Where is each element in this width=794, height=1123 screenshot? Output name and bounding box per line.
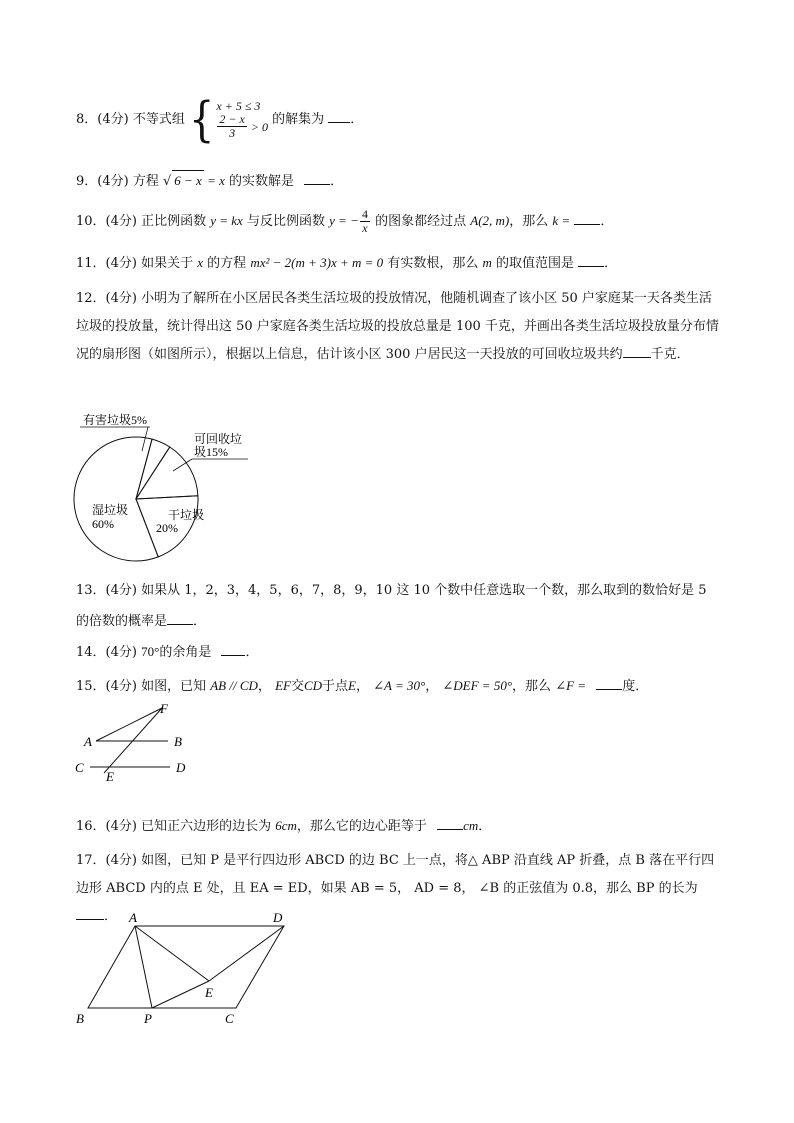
segment-pe <box>152 981 209 1008</box>
pie-label-wet-1: 湿垃圾 <box>92 503 129 517</box>
k-expr: k = <box>552 213 571 228</box>
radicand: 6 − x <box>172 170 204 191</box>
q8-suffix: 的解集为 <box>272 112 325 127</box>
q16-mid: ，那么它的边心距等于 <box>296 819 427 834</box>
pie-label-dry-2: 20% <box>156 521 178 535</box>
line-ef: EF <box>275 678 291 693</box>
q12-suffix: 千克． <box>650 347 690 362</box>
q10-mid: 与反比例函数 <box>246 214 325 229</box>
q15-sep: ， <box>257 679 271 694</box>
q15-sep3: ， <box>425 679 439 694</box>
point-e: E <box>348 678 356 693</box>
q15-word-at: 于点 <box>322 679 349 694</box>
inequality-2-rest: > 0 <box>250 119 268 134</box>
answer-blank <box>437 815 463 830</box>
segment-ap <box>135 926 152 1008</box>
inequality-system <box>188 91 268 148</box>
side-length: 6cm <box>275 818 297 833</box>
q9-suffix: 的实数解是 <box>229 174 295 189</box>
figure-15-parallel-lines <box>70 700 200 782</box>
inequality-2-fraction: $\frac{2 - x}{3}$ <box>219 112 245 140</box>
angle-a: ∠A = 30° <box>373 678 426 693</box>
label-b: B <box>76 1011 84 1026</box>
q15-then: ，那么 <box>512 679 552 694</box>
pie-slice <box>136 439 170 499</box>
linear-function: y = kx <box>210 213 243 228</box>
q13-line1: 13．(4分) 如果从 1，2，3，4，5，6，7，8，9，10 这 10 个数中任意选取一个数，那么取到的数恰好是 5 <box>76 583 707 598</box>
q8-prefix: 8．(4分) 不等式组 <box>76 112 185 127</box>
pie-label-wet-2: 60% <box>92 517 114 531</box>
inverse-function: y = − <box>329 213 359 228</box>
label-p: P <box>144 1011 152 1026</box>
unit-cm: cm <box>463 818 479 833</box>
question-12 <box>76 285 721 369</box>
line-af <box>96 708 162 741</box>
answer-blank <box>221 641 245 656</box>
answer-blank <box>574 210 600 225</box>
q9-prefix: 9．(4分) 方程 <box>76 174 159 189</box>
label-f: F <box>160 701 168 716</box>
answer-blank <box>596 675 622 690</box>
leader-line-recycle-2 <box>173 459 192 471</box>
point-a: A(2, m) <box>470 213 510 228</box>
q11-mid: 的方程 <box>207 256 247 271</box>
q10-mid2: 的图象都经过点 <box>375 214 467 229</box>
q14-suffix: 的余角是 <box>159 645 212 660</box>
answer-blank <box>623 343 651 358</box>
q9-equation: = x <box>203 173 225 188</box>
segment-ae <box>135 926 209 981</box>
answer-blank <box>578 252 604 267</box>
angle-70: 70° <box>141 644 160 659</box>
pie-slice <box>136 447 198 499</box>
q10-mid3: ，那么 <box>509 214 549 229</box>
inequality-1: x + 5 ≤ 3 <box>216 99 261 113</box>
var-x: x <box>197 255 204 270</box>
figure-17-parallelogram <box>70 905 295 1030</box>
label-a: A <box>84 734 92 749</box>
q16-suffix: ． <box>478 819 492 834</box>
question-14: 14．(4分) 70°的余角是 ． <box>76 641 258 663</box>
q11-suffix: 的取值范围是 <box>496 256 575 271</box>
question-13 <box>76 581 707 601</box>
pie-label-dry-1: 干垃圾 <box>168 508 205 522</box>
left-brace-icon: { <box>188 91 215 148</box>
question-11: 11．(4分) 如果关于 x 的方程 mx² − 2(m + 3)x + m = 0 有实数根，那么 m 的取值范围是 ． <box>76 252 617 274</box>
q13-line2: 的倍数的概率是 <box>76 614 168 629</box>
answer-blank <box>167 610 193 625</box>
q10-prefix: 10．(4分) 正比例函数 <box>76 214 207 229</box>
question-13-cont: 的倍数的概率是 ． <box>76 610 206 632</box>
angle-f: ∠F = <box>555 678 587 693</box>
parallelogram-abcd <box>88 926 284 1008</box>
waste-pie-chart <box>70 408 270 568</box>
question-10: 10．(4分) 正比例函数 y = kx 与反比例函数 y = − $\frac{4}{x}$ 的图象都经过点 A(2, m)，那么 k = ． <box>76 207 614 235</box>
q15-sep2: ， <box>356 679 370 694</box>
inverse-fraction: $\frac{4}{x}$ <box>361 207 368 235</box>
q12-text: 12．(4分) 小明为了解所在小区居民各类生活垃圾的投放情况，他随机调查了该小区 50 户家庭某一天各类生活垃圾的投放量，统计得出这 50 户家庭各类生活垃圾的投放总量是 100 千克，并画出各类生活垃圾投放量分布情况的扇形图（如图所示），根据以上信息，估计该小区 300 户居民这一天投放的可回收垃圾共约 <box>76 291 719 362</box>
label-d: D <box>176 760 186 775</box>
label-c: C <box>225 1011 234 1026</box>
q14-prefix: 14．(4分) <box>76 645 137 660</box>
q15-prefix: 15．(4分) 如图，已知 <box>76 679 207 694</box>
q11-mid2: 有实数根，那么 <box>387 256 479 271</box>
var-m: m <box>482 255 492 270</box>
label-d: D <box>273 910 283 925</box>
label-e: E <box>106 769 114 782</box>
q17-text: 17．(4分) 如图，已知 P 是平行四边形 ABCD 的边 BC 上一点，将△ ABP 沿直线 AP 折叠，点 B 落在平行四边形 ABCD 内的点 E 处，且 EA = ED，如果 AB = 5， AD = 8， ∠B 的正弦值为 0.8，那么 BP 的长为 <box>76 853 715 896</box>
question-16 <box>76 815 491 837</box>
pie-label-recycle-1: 可回收垃 <box>194 432 243 446</box>
leader-line-hazard-2 <box>142 427 148 451</box>
label-c: C <box>75 760 84 775</box>
segment-ed <box>209 926 284 981</box>
question-15 <box>76 675 648 697</box>
pie-label-hazard: 有害垃圾5% <box>83 413 147 427</box>
q17-suffix: ． <box>104 909 118 924</box>
q16-prefix: 16．(4分) 已知正六边形的边长为 <box>76 819 272 834</box>
question-8: 8．(4分) 不等式组 { x + 5 ≤ 3 $\frac{2 - x}{3}$ > 0 的解集为 ． <box>76 91 364 148</box>
q15-suffix: 度． <box>622 679 649 694</box>
angle-def: ∠DEF = 50° <box>442 678 513 693</box>
q11-prefix: 11．(4分) 如果关于 <box>76 256 194 271</box>
label-e: E <box>205 985 213 1000</box>
label-b: B <box>174 734 182 749</box>
pie-label-recycle-2: 圾15% <box>194 445 228 459</box>
line-cd: CD <box>303 678 323 693</box>
answer-blank <box>328 108 350 123</box>
question-9: 9．(4分) 方程 √ 6 − x = x 的实数解是 ． <box>76 170 343 192</box>
q15-word-cross: 交 <box>290 679 304 694</box>
answer-blank <box>304 170 330 185</box>
quadratic-equation: mx² − 2(m + 3)x + m = 0 <box>250 255 384 270</box>
ab-parallel-cd: AB // CD <box>210 678 258 693</box>
label-a: A <box>129 910 137 925</box>
